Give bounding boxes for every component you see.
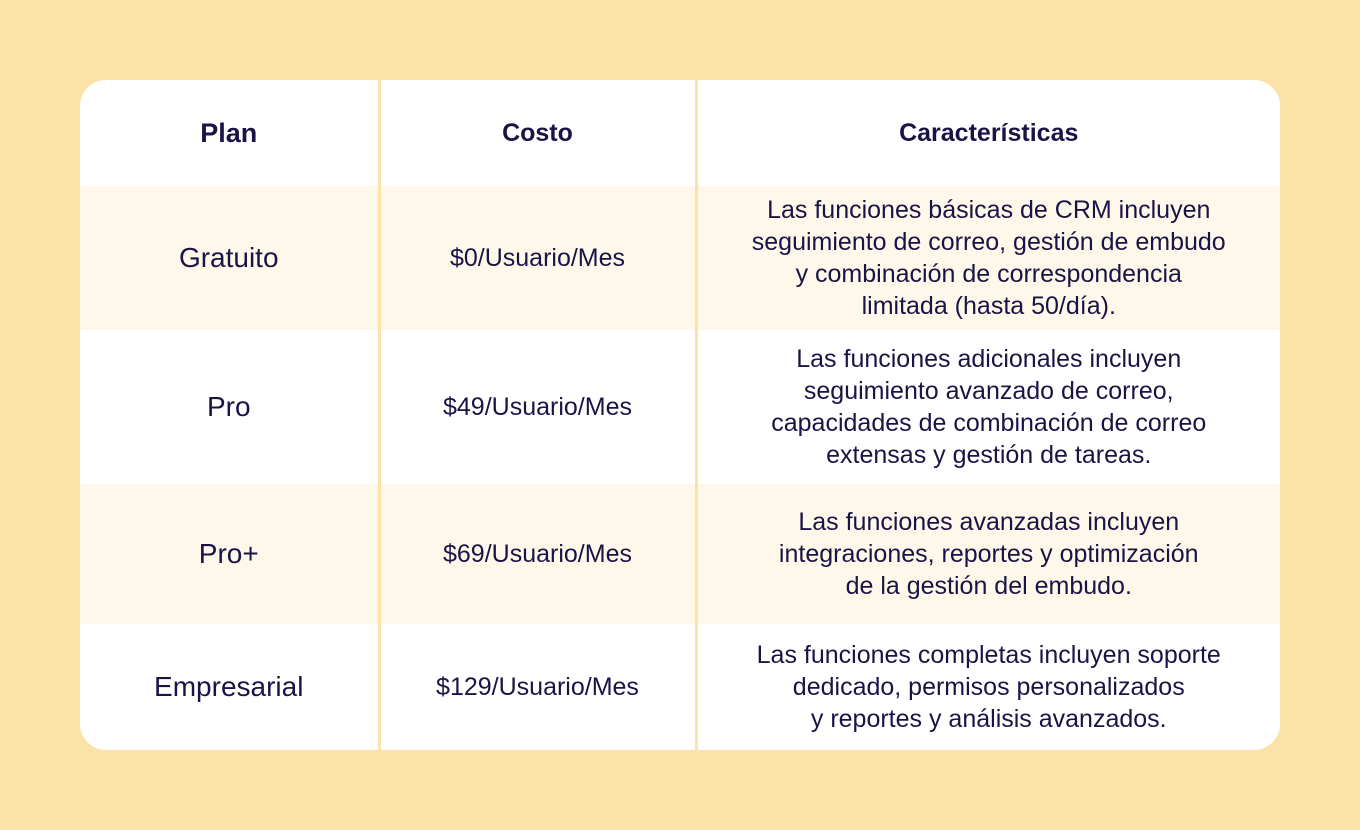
plan-name: Pro+ — [80, 484, 379, 624]
feature-line: de la gestión del embudo. — [845, 572, 1132, 600]
feature-line: limitada (hasta 50/día). — [861, 292, 1116, 320]
plan-features — [696, 186, 1280, 330]
feature-line: seguimiento avanzado de correo, — [803, 377, 1174, 405]
feature-line: Las funciones completas incluyen soporte — [756, 641, 1221, 669]
plan-features — [696, 624, 1280, 750]
feature-line: extensas y gestión de tareas. — [826, 441, 1152, 469]
plan-cost: $69/Usuario/Mes — [379, 484, 696, 624]
plan-features — [696, 484, 1280, 624]
pricing-table — [80, 80, 1280, 750]
table-row — [80, 330, 1280, 484]
plan-name: Pro — [206, 391, 251, 422]
feature-line: Las funciones adicionales incluyen — [796, 345, 1182, 373]
feature-line: Las funciones básicas de CRM incluyen — [767, 196, 1211, 224]
plan-cost: $129/Usuario/Mes — [379, 624, 696, 750]
feature-line: Las funciones avanzadas incluyen — [798, 508, 1180, 536]
plan-cost: $0/Usuario/Mes — [379, 186, 696, 330]
feature-line: dedicado, permisos personalizados — [792, 673, 1185, 701]
plan-name: Empresarial — [154, 671, 304, 702]
feature-line: integraciones, reportes y optimización — [778, 540, 1199, 568]
feature-line: y reportes y análisis avanzados. — [810, 705, 1167, 733]
table-row — [80, 624, 1280, 750]
header-cost: Costo — [379, 80, 696, 186]
feature-line: y combinación de correspondencia — [795, 260, 1182, 288]
header-plan: Plan — [200, 117, 258, 148]
header-features: Características — [696, 80, 1280, 186]
table-row — [80, 186, 1280, 330]
feature-line: seguimiento de correo, gestión de embudo — [751, 228, 1226, 256]
feature-line: capacidades de combinación de correo — [771, 409, 1207, 437]
plan-features — [696, 330, 1280, 484]
table-header-row — [80, 80, 1280, 186]
pricing-table-card — [80, 80, 1280, 750]
table-row — [80, 484, 1280, 624]
plan-name: Gratuito — [80, 186, 379, 330]
plan-cost: $49/Usuario/Mes — [379, 330, 696, 484]
